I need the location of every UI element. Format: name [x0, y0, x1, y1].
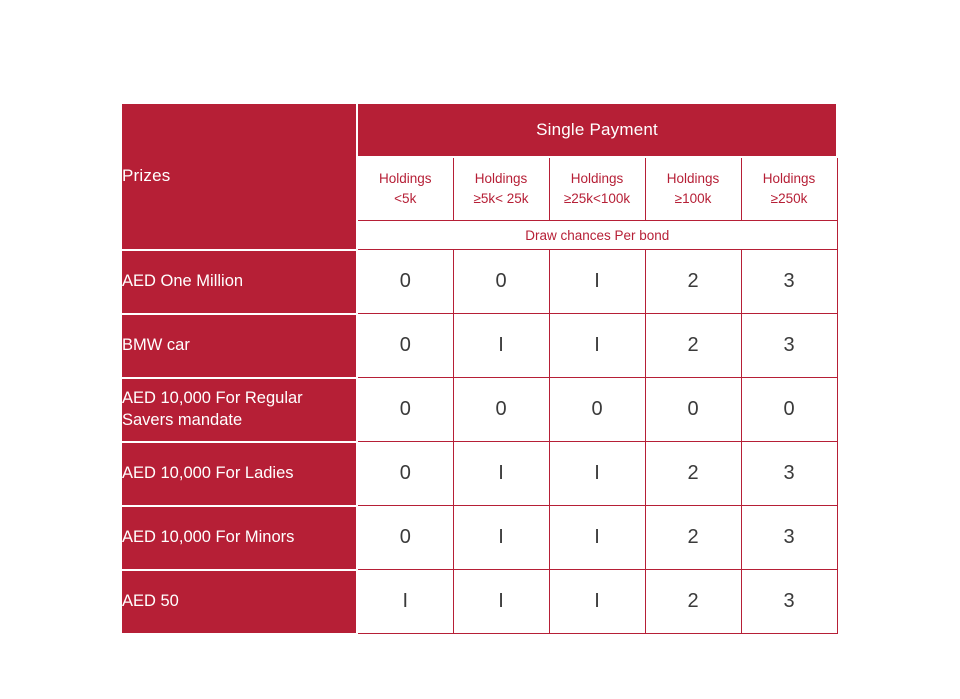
cell-r0-c0: 0 [357, 250, 453, 314]
cell-r0-c2: I [549, 250, 645, 314]
row-label-aed-10000-ladies: AED 10,000 For Ladies [121, 442, 357, 506]
header-holdings-1 [357, 157, 453, 221]
cell-r5-c4: 3 [741, 570, 837, 634]
cell-r0-c4: 3 [741, 250, 837, 314]
table-row [121, 250, 837, 314]
header-holdings-1-line1: Holdings [378, 171, 432, 187]
subheader-draw-chances: Draw chances Per bond [357, 221, 837, 250]
row-label-bmw-car: BMW car [121, 314, 357, 378]
header-holdings-5-line2: ≥250k [770, 191, 808, 206]
cell-r4-c1: I [453, 506, 549, 570]
cell-r3-c3: 2 [645, 442, 741, 506]
cell-r4-c3: 2 [645, 506, 741, 570]
table-row [121, 442, 837, 506]
header-prizes: Prizes [121, 103, 357, 250]
header-holdings-2-line2: ≥5k< 25k [473, 191, 529, 206]
cell-r3-c1: I [453, 442, 549, 506]
row-label-aed-10000-regular-savers: AED 10,000 For Regular Savers mandate [121, 378, 357, 442]
prize-table-container [120, 102, 836, 635]
prize-draw-chances-table [120, 102, 838, 635]
row-label-aed-10000-minors: AED 10,000 For Minors [121, 506, 357, 570]
table-row [121, 378, 837, 442]
header-single-payment: Single Payment [357, 103, 837, 157]
row-label-aed-50: AED 50 [121, 570, 357, 634]
cell-r1-c1: I [453, 314, 549, 378]
cell-r5-c3: 2 [645, 570, 741, 634]
cell-r3-c4: 3 [741, 442, 837, 506]
cell-r3-c0: 0 [357, 442, 453, 506]
row-label-aed-one-million: AED One Million [121, 250, 357, 314]
header-holdings-3-line1: Holdings [570, 171, 624, 187]
cell-r5-c1: I [453, 570, 549, 634]
header-holdings-4 [645, 157, 741, 221]
table-row [121, 570, 837, 634]
header-holdings-2-line1: Holdings [474, 171, 528, 187]
header-holdings-4-line1: Holdings [666, 171, 720, 187]
cell-r5-c0: I [357, 570, 453, 634]
header-holdings-3 [549, 157, 645, 221]
cell-r2-c2: 0 [549, 378, 645, 442]
cell-r2-c1: 0 [453, 378, 549, 442]
cell-r4-c4: 3 [741, 506, 837, 570]
cell-r2-c4: 0 [741, 378, 837, 442]
cell-r1-c0: 0 [357, 314, 453, 378]
cell-r1-c2: I [549, 314, 645, 378]
cell-r5-c2: I [549, 570, 645, 634]
cell-r4-c0: 0 [357, 506, 453, 570]
cell-r0-c3: 2 [645, 250, 741, 314]
cell-r0-c1: 0 [453, 250, 549, 314]
cell-r1-c4: 3 [741, 314, 837, 378]
cell-r2-c3: 0 [645, 378, 741, 442]
header-holdings-2 [453, 157, 549, 221]
header-holdings-3-line2: ≥25k<100k [563, 191, 631, 206]
header-holdings-5-line1: Holdings [762, 171, 816, 187]
table-row [121, 506, 837, 570]
table-header-row-group [121, 103, 837, 157]
cell-r2-c0: 0 [357, 378, 453, 442]
cell-r4-c2: I [549, 506, 645, 570]
header-holdings-5 [741, 157, 837, 221]
header-holdings-4-line2: ≥100k [674, 191, 712, 206]
cell-r1-c3: 2 [645, 314, 741, 378]
cell-r3-c2: I [549, 442, 645, 506]
table-row [121, 314, 837, 378]
header-holdings-1-line2: <5k [394, 191, 417, 206]
